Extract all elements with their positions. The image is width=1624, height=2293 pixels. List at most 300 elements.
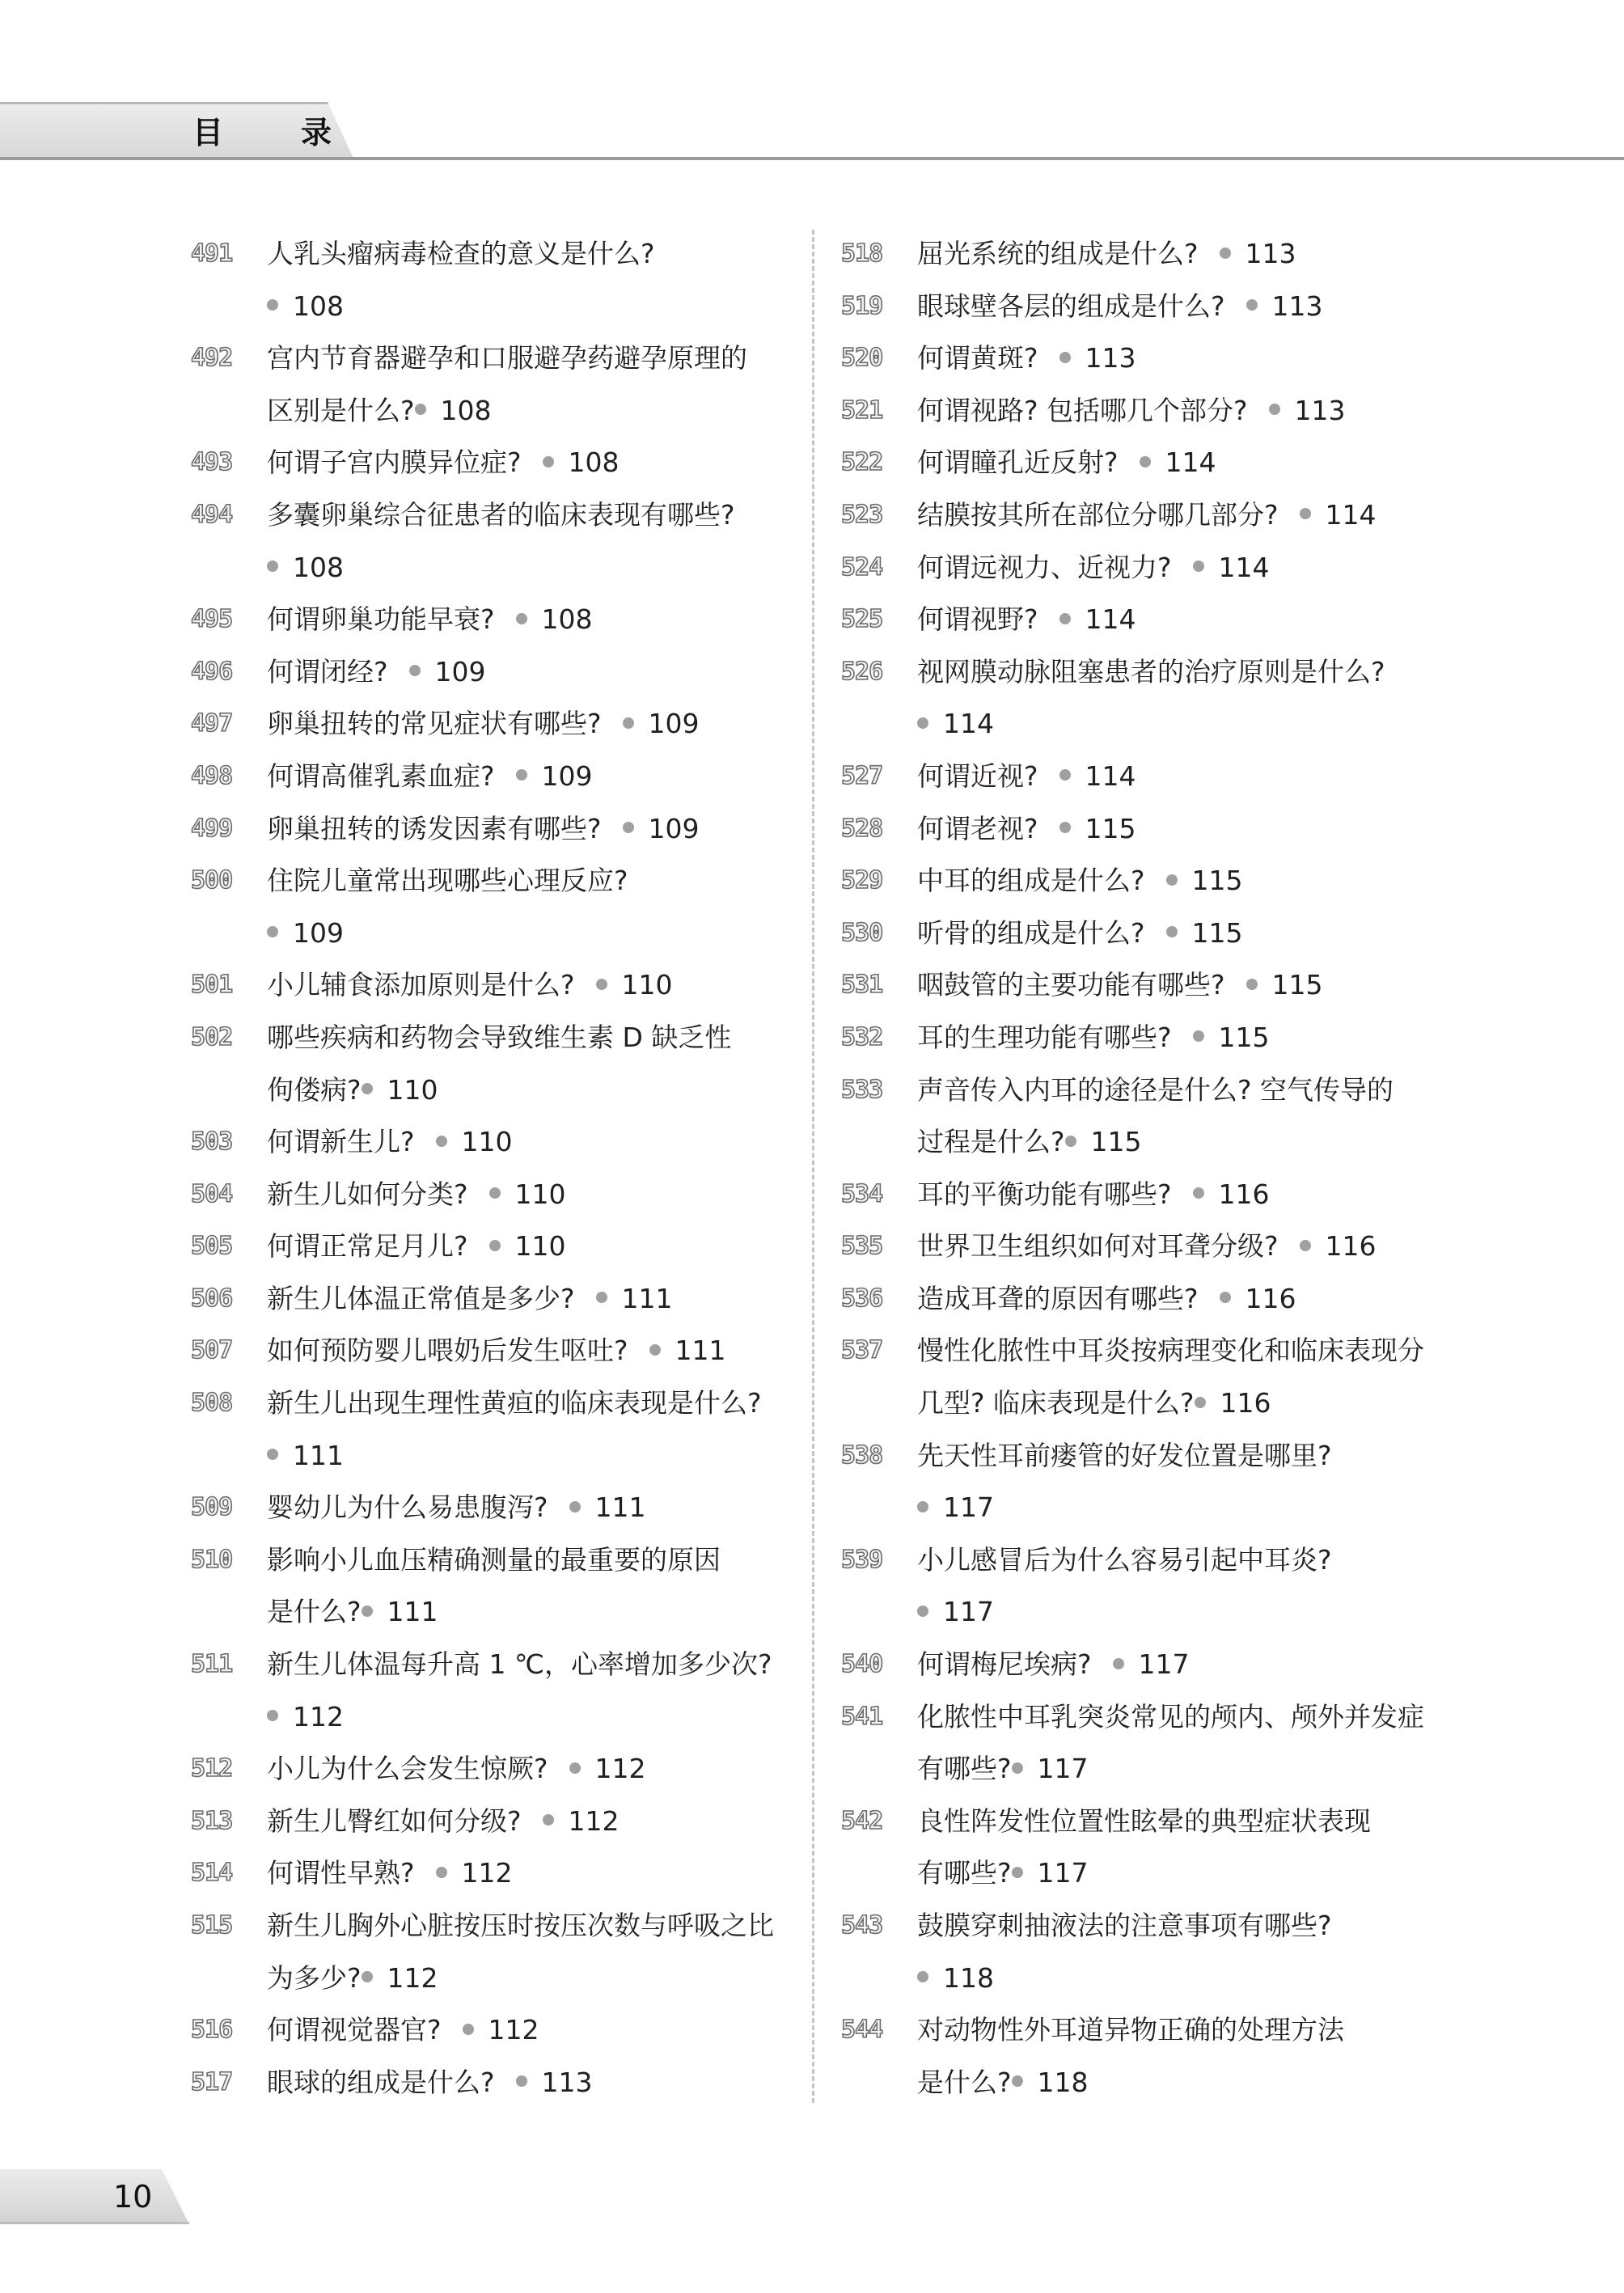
entry-number: 506 [191,1284,233,1313]
entry-line [267,803,789,856]
toc-entry[interactable] [191,1116,789,1169]
bullet-dot-icon [1012,1762,1023,1774]
entry-page-number: 114 [1218,551,1270,583]
toc-entry[interactable] [191,2004,789,2057]
entry-line [267,542,789,594]
entry-line [917,228,1440,281]
toc-entry[interactable] [841,385,1440,438]
entry-number: 533 [841,1075,883,1104]
entry-title: 鼓膜穿刺抽液法的注意事项有哪些? [917,1910,1332,1941]
toc-entry[interactable] [191,1482,789,1534]
bullet-dot-icon [917,717,928,729]
toc-entry[interactable] [841,228,1440,281]
bullet-dot-icon [1113,1658,1124,1669]
toc-entry[interactable] [191,646,789,699]
entry-line [917,1639,1440,1691]
toc-entry[interactable] [841,1796,1440,1900]
entry-title: 何谓远视力、近视力? [917,551,1172,583]
entry-page-number: 109 [648,708,700,740]
entry-title: 何谓视野? [917,603,1038,636]
entry-line [917,542,1440,594]
toc-entry[interactable] [841,281,1440,333]
entry-number: 532 [841,1022,883,1051]
entry-title: 眼球的组成是什么? [267,2066,495,2098]
bullet-dot-icon [489,1187,501,1199]
entry-line [267,1847,789,1900]
bullet-dot-icon [623,822,634,833]
bullet-dot-icon [1059,352,1071,363]
entry-number: 512 [191,1754,233,1783]
entry-number: 507 [191,1336,233,1365]
entry-title: 影响小儿血压精确测量的最重要的原因 [267,1543,721,1576]
entry-page-number: 110 [514,1178,566,1210]
toc-entry[interactable] [841,1900,1440,2004]
bullet-dot-icon [1059,613,1071,624]
entry-title: 何谓新生儿? [267,1126,415,1158]
entry-line [267,1534,789,1587]
bullet-dot-icon [516,2075,527,2087]
entry-line [917,1169,1440,1221]
entry-title: 听骨的组成是什么? [917,916,1145,949]
bullet-dot-icon [596,1292,607,1303]
entry-number: 515 [191,1911,233,1940]
bullet-dot-icon [1193,1187,1204,1199]
entry-title: 住院儿童常出现哪些心理反应? [267,865,628,897]
entry-line [267,2057,789,2109]
bullet-dot-icon [436,1136,447,1147]
toc-entry[interactable] [191,437,789,489]
entry-number: 534 [841,1179,883,1208]
bullet-dot-icon [1059,822,1071,833]
bullet-dot-icon [1065,1136,1076,1147]
entry-title: 卵巢扭转的常见症状有哪些? [267,708,602,740]
entry-title: 哪些疾病和药物会导致维生素 D 缺乏性 [267,1021,732,1053]
toc-entry[interactable] [841,1169,1440,1221]
toc-entry[interactable] [191,1325,789,1377]
entry-title: 宫内节育器避孕和口服避孕药避孕原理的 [267,342,747,374]
entry-number: 527 [841,761,883,790]
entry-line [267,1377,789,1430]
entry-title: 几型? 临床表现是什么? [917,1387,1195,1419]
entry-page-number: 110 [621,969,673,1001]
toc-entry[interactable] [191,1743,789,1796]
entry-number: 509 [191,1493,233,1522]
entry-page-number: 109 [541,759,593,792]
bullet-dot-icon [362,1971,373,1982]
entry-title: 视网膜动脉阻塞患者的治疗原则是什么? [917,655,1385,687]
toc-entry[interactable] [841,594,1440,646]
entry-number: 505 [191,1232,233,1261]
entry-number: 517 [191,2067,233,2096]
entry-number: 540 [841,1650,883,1679]
toc-entry[interactable] [841,2004,1440,2109]
bullet-dot-icon [267,299,278,311]
toc-column-left [191,228,789,2109]
entry-number: 528 [841,814,883,843]
entry-title: 世界卫生组织如何对耳聋分级? [917,1230,1279,1263]
entry-number: 522 [841,448,883,477]
entry-title: 为多少? [267,1961,362,1994]
entry-number: 520 [841,344,883,373]
toc-entry[interactable] [191,803,789,856]
toc-entry[interactable] [191,698,789,751]
toc-entry[interactable] [191,1273,789,1326]
entry-page-number: 117 [943,1491,994,1524]
entry-line [267,332,789,385]
toc-entry[interactable] [191,1900,789,2004]
toc-entry[interactable] [841,542,1440,594]
entry-title: 慢性化脓性中耳炎按病理变化和临床表现分 [917,1335,1424,1367]
entry-page-number: 111 [621,1282,673,1314]
toc-entry[interactable] [841,855,1440,907]
header-rule [0,157,1624,160]
toc-entry[interactable] [191,594,789,646]
entry-line [917,1952,1440,2005]
entry-line [917,1691,1440,1744]
entry-title: 对动物性外耳道异物正确的处理方法 [917,2014,1344,2046]
entry-page-number: 115 [1191,916,1243,949]
entry-line [917,1534,1440,1587]
entry-number: 502 [191,1022,233,1051]
entry-line [917,959,1440,1012]
entry-line [917,385,1440,438]
entry-page-number: 113 [1085,342,1136,374]
entry-page-number: 112 [594,1753,646,1785]
entry-number: 543 [841,1911,883,1940]
bullet-dot-icon [1246,299,1258,311]
entry-number: 491 [191,239,233,268]
entry-page-number: 112 [293,1700,344,1732]
bullet-dot-icon [415,404,426,415]
entry-number: 521 [841,396,883,425]
entry-line [267,1482,789,1534]
entry-line [267,698,789,751]
toc-entry[interactable] [841,646,1440,751]
bullet-dot-icon [516,613,527,624]
entry-page-number: 116 [1220,1387,1271,1419]
entry-title: 何谓视路? 包括哪几个部分? [917,394,1248,426]
entry-page-number: 109 [648,812,700,844]
toc-entry[interactable] [841,907,1440,960]
toc-entry[interactable] [191,1639,789,1743]
entry-title: 小儿辅食添加原则是什么? [267,969,575,1001]
bullet-dot-icon [1012,2075,1023,2087]
entry-line [267,1639,789,1691]
entry-number: 518 [841,239,883,268]
toc-entry[interactable] [841,1691,1440,1796]
entry-page-number: 117 [1037,1753,1089,1785]
entry-page-number: 110 [387,1073,438,1106]
entry-page-number: 115 [1085,812,1136,844]
entry-title: 何谓视觉器官? [267,2014,442,2046]
entry-title: 何谓子宫内膜异位症? [267,446,522,479]
entry-line [917,1064,1440,1117]
entry-title: 小儿为什么会发生惊厥? [267,1753,548,1785]
entry-number: 503 [191,1127,233,1157]
entry-title: 过程是什么? [917,1126,1065,1158]
entry-title: 眼球壁各层的组成是什么? [917,290,1225,322]
entry-title: 何谓卵巢功能早衰? [267,603,495,636]
entry-line [267,751,789,803]
entry-title: 声音传入内耳的途径是什么? 空气传导的 [917,1073,1394,1106]
entry-line [267,385,789,438]
toc-entry[interactable] [841,332,1440,385]
bullet-dot-icon [1195,1397,1206,1408]
entry-title: 是什么? [267,1596,362,1628]
entry-line [267,1586,789,1639]
entry-line [917,907,1440,960]
toc-entry[interactable] [841,803,1440,856]
entry-page-number: 112 [488,2014,539,2046]
entry-line [917,437,1440,489]
entry-number: 531 [841,971,883,1000]
entry-title: 小儿感冒后为什么容易引起中耳炎? [917,1543,1332,1576]
bullet-dot-icon [516,769,527,781]
entry-page-number: 111 [594,1491,646,1524]
entry-line [917,281,1440,333]
entry-page-number: 109 [293,916,344,949]
entry-line [917,2004,1440,2057]
entry-title: 化脓性中耳乳突炎常见的颅内、颅外并发症 [917,1700,1424,1732]
entry-number: 526 [841,657,883,686]
toc-entry[interactable] [841,1273,1440,1326]
bullet-dot-icon [569,1501,581,1512]
bullet-dot-icon [1059,769,1071,781]
toc-entry[interactable] [841,1064,1440,1169]
entry-number: 519 [841,291,883,320]
bullet-dot-icon [1269,404,1280,415]
toc-entry[interactable] [841,1012,1440,1064]
column-divider [812,230,814,2103]
bullet-dot-icon [917,1606,928,1617]
entry-line [267,1952,789,2005]
page-number: 10 [113,2179,153,2215]
entry-line [267,646,789,699]
toc-entry[interactable] [191,332,789,437]
entry-title: 结膜按其所在部位分哪几部分? [917,498,1279,531]
entry-title: 人乳头瘤病毒检查的意义是什么? [267,238,655,269]
entry-page-number: 114 [943,708,994,740]
entry-number: 539 [841,1545,883,1574]
toc-entry[interactable] [191,855,789,959]
entry-line [267,1900,789,1952]
entry-line [917,855,1440,907]
toc-entry[interactable] [841,1325,1440,1429]
bullet-dot-icon [436,1867,447,1878]
toc-entry[interactable] [191,751,789,803]
entry-page-number: 114 [1165,446,1216,479]
entry-line [267,228,789,281]
bullet-dot-icon [543,1814,554,1826]
toc-entry[interactable] [841,751,1440,803]
toc-column-right [841,228,1440,2109]
entry-page-number: 111 [675,1335,726,1367]
bullet-dot-icon [1300,1240,1311,1251]
bullet-dot-icon [1220,247,1231,259]
entry-page-number: 116 [1245,1282,1296,1314]
entry-page-number: 113 [1245,238,1296,269]
entry-number: 494 [191,500,233,529]
entry-line [267,594,789,646]
entry-page-number: 117 [1138,1648,1190,1681]
entry-title: 新生儿体温每升高 1 ℃，心率增加多少次? [267,1648,772,1681]
entry-title: 何谓近视? [917,759,1038,792]
entry-title: 新生儿出现生理性黄疸的临床表现是什么? [267,1387,762,1419]
toc-entry[interactable] [841,437,1440,489]
entry-number: 510 [191,1545,233,1574]
entry-title: 多囊卵巢综合征患者的临床表现有哪些? [267,498,735,531]
entry-page-number: 115 [1218,1021,1270,1053]
entry-line [267,489,789,542]
entry-title: 何谓闭经? [267,655,388,687]
page-title: 目录 [192,115,410,150]
entry-line [267,1221,789,1273]
toc-entry[interactable] [191,1169,789,1221]
entry-page-number: 111 [387,1596,438,1628]
toc-entry[interactable] [191,489,789,594]
entry-page-number: 117 [943,1596,994,1628]
toc-entry[interactable] [191,1847,789,1900]
bullet-dot-icon [1140,456,1151,467]
entry-title: 耳的生理功能有哪些? [917,1021,1172,1053]
toc-entry[interactable] [841,959,1440,1012]
toc-entry[interactable] [191,2057,789,2109]
bullet-dot-icon [543,456,554,467]
entry-line [267,1743,789,1796]
entry-line [267,281,789,333]
entry-page-number: 118 [1037,2066,1089,2098]
entry-page-number: 116 [1218,1178,1270,1210]
entry-line [267,1064,789,1117]
entry-title: 咽鼓管的主要功能有哪些? [917,969,1225,1001]
entry-page-number: 112 [568,1804,620,1837]
toc-entry[interactable] [191,1012,789,1116]
toc-entry[interactable] [191,1534,789,1639]
entry-page-number: 117 [1037,1857,1089,1889]
toc-entry[interactable] [841,1221,1440,1273]
entry-line [917,1012,1440,1064]
entry-page-number: 118 [943,1961,994,1994]
toc-entry[interactable] [841,1534,1440,1639]
entry-line [267,1273,789,1326]
entry-line [917,646,1440,699]
entry-line [917,1430,1440,1483]
bullet-dot-icon [1193,561,1204,572]
entry-title: 新生儿体温正常值是多少? [267,1282,575,1314]
entry-line [917,1377,1440,1430]
entry-line [267,1796,789,1848]
entry-line [917,1273,1440,1326]
entry-number: 514 [191,1859,233,1888]
entry-page-number: 109 [434,655,486,687]
entry-title: 何谓黄斑? [917,342,1038,374]
entry-line [917,1847,1440,1900]
entry-title: 卵巢扭转的诱发因素有哪些? [267,812,602,844]
entry-page-number: 113 [541,2066,593,2098]
entry-title: 新生儿胸外心脏按压时按压次数与呼吸之比 [267,1910,774,1941]
bullet-dot-icon [569,1762,581,1774]
entry-title: 婴幼儿为什么易患腹泻? [267,1491,548,1524]
entry-number: 493 [191,448,233,477]
toc-entry[interactable] [841,1430,1440,1534]
entry-line [917,2057,1440,2109]
toc-entry[interactable] [841,1639,1440,1691]
entry-title: 新生儿如何分类? [267,1178,468,1210]
bullet-dot-icon [649,1344,661,1356]
entry-title: 如何预防婴儿喂奶后发生呕吐? [267,1335,628,1367]
entry-line [267,1430,789,1483]
bullet-dot-icon [917,1971,928,1982]
entry-number: 530 [841,918,883,947]
bullet-dot-icon [362,1606,373,1617]
entry-page-number: 110 [514,1230,566,1263]
entry-title: 何谓性早熟? [267,1857,415,1889]
entry-number: 535 [841,1232,883,1261]
toc-entry[interactable] [191,1221,789,1273]
entry-number: 496 [191,657,233,686]
entry-number: 542 [841,1806,883,1835]
toc-entry[interactable] [191,228,789,332]
entry-title: 有哪些? [917,1753,1012,1785]
entry-line [267,1325,789,1377]
entry-page-number: 115 [1271,969,1323,1001]
bullet-dot-icon [409,665,421,676]
footer-tab [0,2169,189,2224]
entry-title: 有哪些? [917,1857,1012,1889]
entry-number: 537 [841,1336,883,1365]
entry-title: 是什么? [917,2066,1012,2098]
entry-line [267,907,789,960]
entry-page-number: 114 [1325,498,1377,531]
entry-title: 良性阵发性位置性眩晕的典型症状表现 [917,1804,1371,1837]
entry-title: 何谓正常足月儿? [267,1230,468,1263]
toc-entry[interactable] [191,959,789,1012]
entry-number: 525 [841,605,883,634]
entry-number: 492 [191,344,233,373]
entry-title: 中耳的组成是什么? [917,865,1145,897]
bullet-dot-icon [463,2024,474,2035]
entry-title: 耳的平衡功能有哪些? [917,1178,1172,1210]
entry-number: 498 [191,761,233,790]
entry-number: 501 [191,971,233,1000]
entry-number: 500 [191,866,233,895]
entry-page-number: 108 [541,603,593,636]
entry-page-number: 115 [1191,865,1243,897]
entry-page-number: 108 [293,290,344,322]
bullet-dot-icon [267,1449,278,1460]
bullet-dot-icon [267,926,278,937]
entry-line [917,751,1440,803]
entry-title: 佝偻病? [267,1073,362,1106]
toc-entry[interactable] [841,489,1440,542]
entry-line [917,332,1440,385]
entry-page-number: 108 [440,394,492,426]
entry-title: 新生儿臀红如何分级? [267,1804,522,1837]
toc-entry[interactable] [191,1796,789,1848]
entry-title: 造成耳聋的原因有哪些? [917,1282,1199,1314]
entry-line [917,1221,1440,1273]
entry-line [267,1012,789,1064]
entry-number: 511 [191,1650,233,1679]
entry-line [267,1691,789,1744]
toc-entry[interactable] [191,1377,789,1482]
entry-number: 516 [191,2016,233,2045]
bullet-dot-icon [1300,508,1311,519]
entry-page-number: 111 [293,1439,344,1471]
entry-title: 先天性耳前瘘管的好发位置是哪里? [917,1439,1332,1471]
entry-page-number: 114 [1085,759,1136,792]
entry-number: 508 [191,1389,233,1418]
